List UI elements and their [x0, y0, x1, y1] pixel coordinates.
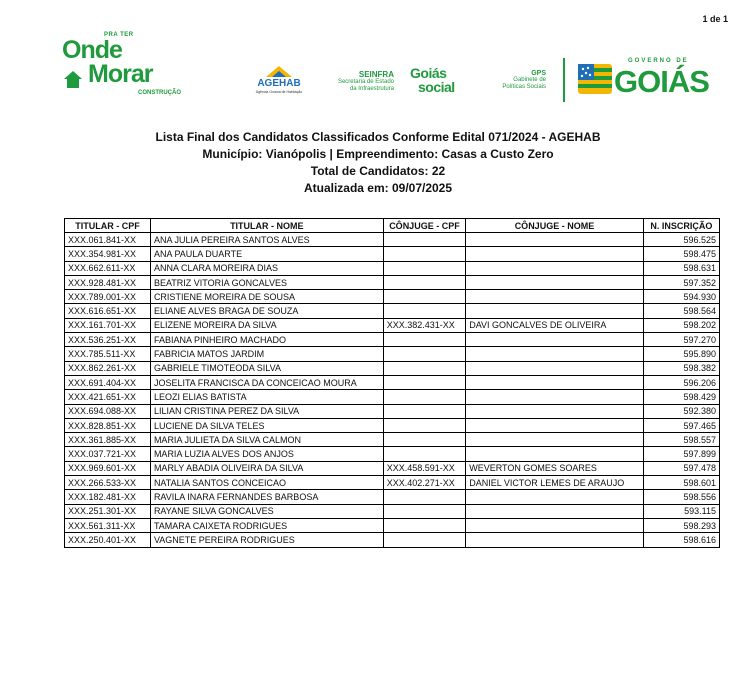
cell-titular-nome: MARIA JULIETA DA SILVA CALMON: [150, 433, 383, 447]
onde-morar-logo-top: PRA TER: [104, 32, 134, 38]
cell-conjuge-nome: [466, 347, 643, 361]
table-row: [65, 433, 720, 447]
cell-titular-nome: LILIAN CRISTINA PEREZ DA SILVA: [150, 404, 383, 418]
cell-inscricao: 597.352: [643, 275, 719, 289]
cell-conjuge-nome: [466, 404, 643, 418]
cell-conjuge-cpf: [383, 518, 466, 532]
cell-titular-nome: LUCIENE DA SILVA TELES: [150, 418, 383, 432]
cell-conjuge-nome: [466, 333, 643, 347]
table-row: [65, 375, 720, 389]
cell-conjuge-nome: [466, 490, 643, 504]
title-line-2: Município: Vianópolis | Empreendimento: Casas a Custo Zero: [202, 147, 554, 161]
cell-conjuge-nome: [466, 233, 643, 247]
cell-inscricao: 597.899: [643, 447, 719, 461]
cell-conjuge-cpf: XXX.402.271-XX: [383, 476, 466, 490]
cell-conjuge-cpf: [383, 290, 466, 304]
agehab-logo: [250, 64, 308, 102]
cell-titular-cpf: XXX.266.533-XX: [65, 476, 151, 490]
cell-conjuge-nome: [466, 518, 643, 532]
cell-titular-cpf: XXX.662.611-XX: [65, 261, 151, 275]
cell-conjuge-cpf: [383, 375, 466, 389]
logo-divider: [563, 58, 565, 102]
title-line-1: Lista Final dos Candidatos Classificados Conforme Edital 071/2024 - AGEHAB: [155, 130, 601, 144]
cell-titular-cpf: XXX.928.481-XX: [65, 275, 151, 289]
cell-inscricao: 598.616: [643, 533, 719, 547]
cell-titular-cpf: XXX.361.885-XX: [65, 433, 151, 447]
onde-morar-logo-line2: Morar: [88, 60, 153, 88]
goias-flag-icon: [578, 64, 612, 94]
cell-inscricao: 595.890: [643, 347, 719, 361]
cell-conjuge-nome: [466, 418, 643, 432]
cell-conjuge-nome: [466, 533, 643, 547]
cell-conjuge-nome: [466, 261, 643, 275]
cell-conjuge-nome: [466, 504, 643, 518]
cell-conjuge-cpf: XXX.458.591-XX: [383, 461, 466, 475]
cell-titular-nome: MARLY ABADIA OLIVEIRA DA SILVA: [150, 461, 383, 475]
cell-titular-nome: VAGNETE PEREIRA RODRIGUES: [150, 533, 383, 547]
cell-conjuge-cpf: [383, 247, 466, 261]
cell-conjuge-nome: [466, 304, 643, 318]
cell-conjuge-cpf: [383, 490, 466, 504]
cell-inscricao: 598.631: [643, 261, 719, 275]
gps-logo-name: GPS: [531, 70, 546, 77]
title-line-4: Atualizada em: 09/07/2025: [303, 181, 453, 195]
onde-morar-logo: [60, 32, 190, 102]
cell-conjuge-cpf: [383, 533, 466, 547]
cell-conjuge-nome: [466, 390, 643, 404]
cell-conjuge-cpf: [383, 418, 466, 432]
cell-titular-nome: JOSELITA FRANCISCA DA CONCEICAO MOURA: [150, 375, 383, 389]
header-conjuge-cpf: CÔNJUGE - CPF: [383, 219, 466, 233]
table-row: [65, 333, 720, 347]
cell-inscricao: 594.930: [643, 290, 719, 304]
table-row: [65, 318, 720, 332]
cell-inscricao: 593.115: [643, 504, 719, 518]
onde-morar-logo-sub: CONSTRUÇÃO: [138, 90, 181, 96]
cell-conjuge-cpf: [383, 361, 466, 375]
seinfra-logo-line1: Secretaria de Estado: [337, 79, 394, 85]
gps-logo: [484, 70, 546, 91]
gps-logo-line1: Gabinete de: [513, 77, 546, 83]
cell-titular-cpf: XXX.421.651-XX: [65, 390, 151, 404]
cell-conjuge-nome: DAVI GONCALVES DE OLIVEIRA: [466, 318, 643, 332]
candidates-table: [64, 218, 720, 548]
cell-inscricao: 598.556: [643, 490, 719, 504]
cell-conjuge-cpf: [383, 504, 466, 518]
cell-conjuge-cpf: [383, 347, 466, 361]
cell-titular-cpf: XXX.828.851-XX: [65, 418, 151, 432]
header-conjuge-nome: CÔNJUGE - NOME: [466, 219, 643, 233]
table-row: [65, 504, 720, 518]
cell-conjuge-cpf: XXX.382.431-XX: [383, 318, 466, 332]
cell-titular-cpf: XXX.037.721-XX: [65, 447, 151, 461]
cell-conjuge-nome: [466, 247, 643, 261]
cell-conjuge-cpf: [383, 275, 466, 289]
cell-conjuge-nome: [466, 361, 643, 375]
table-row: [65, 233, 720, 247]
cell-conjuge-cpf: [383, 447, 466, 461]
cell-titular-cpf: XXX.616.651-XX: [65, 304, 151, 318]
cell-titular-cpf: XXX.789.001-XX: [65, 290, 151, 304]
cell-titular-cpf: XXX.969.601-XX: [65, 461, 151, 475]
cell-titular-cpf: XXX.561.311-XX: [65, 518, 151, 532]
cell-inscricao: 598.564: [643, 304, 719, 318]
cell-conjuge-nome: [466, 433, 643, 447]
cell-inscricao: 596.206: [643, 375, 719, 389]
cell-titular-cpf: XXX.251.301-XX: [65, 504, 151, 518]
cell-inscricao: 598.382: [643, 361, 719, 375]
cell-titular-nome: CRISTIENE MOREIRA DE SOUSA: [150, 290, 383, 304]
goias-social-logo: [410, 66, 476, 94]
agehab-logo-sub: Agência Goiana de Habitação: [255, 90, 303, 94]
cell-conjuge-cpf: [383, 304, 466, 318]
cell-titular-cpf: XXX.694.088-XX: [65, 404, 151, 418]
cell-titular-nome: ANNA CLARA MOREIRA DIAS: [150, 261, 383, 275]
cell-titular-nome: MARIA LUZIA ALVES DOS ANJOS: [150, 447, 383, 461]
cell-titular-nome: RAVILA INARA FERNANDES BARBOSA: [150, 490, 383, 504]
cell-titular-cpf: XXX.354.981-XX: [65, 247, 151, 261]
cell-conjuge-cpf: [383, 404, 466, 418]
house-icon: [62, 68, 84, 90]
agehab-logo-name: AGEHAB: [257, 78, 301, 89]
table-header-row: [65, 219, 720, 233]
table-row: [65, 261, 720, 275]
table-row: [65, 275, 720, 289]
header-titular-nome: TITULAR - NOME: [150, 219, 383, 233]
goias-wordmark: GOIÁS: [614, 64, 709, 99]
cell-titular-cpf: XXX.061.841-XX: [65, 233, 151, 247]
table-row: [65, 418, 720, 432]
seinfra-logo-line2: da Infraestrutura: [349, 86, 394, 92]
cell-inscricao: 598.202: [643, 318, 719, 332]
cell-conjuge-nome: [466, 290, 643, 304]
cell-titular-nome: NATALIA SANTOS CONCEICAO: [150, 476, 383, 490]
table-row: [65, 461, 720, 475]
cell-conjuge-nome: WEVERTON GOMES SOARES: [466, 461, 643, 475]
title-line-3: Total de Candidatos: 22: [310, 164, 446, 178]
cell-conjuge-cpf: [383, 261, 466, 275]
cell-titular-cpf: XXX.182.481-XX: [65, 490, 151, 504]
cell-inscricao: 598.293: [643, 518, 719, 532]
table-row: [65, 247, 720, 261]
table-row: [65, 404, 720, 418]
cell-conjuge-nome: [466, 447, 643, 461]
cell-conjuge-cpf: [383, 233, 466, 247]
cell-inscricao: 598.475: [643, 247, 719, 261]
cell-inscricao: 597.478: [643, 461, 719, 475]
cell-titular-cpf: XXX.862.261-XX: [65, 361, 151, 375]
table-row: [65, 490, 720, 504]
table-row: [65, 290, 720, 304]
table-row: [65, 390, 720, 404]
table-row: [65, 533, 720, 547]
cell-conjuge-nome: [466, 275, 643, 289]
goias-social-logo-line1: Goiás: [410, 65, 447, 81]
cell-titular-nome: ANA PAULA DUARTE: [150, 247, 383, 261]
cell-conjuge-cpf: [383, 333, 466, 347]
table-row: [65, 347, 720, 361]
cell-titular-cpf: XXX.785.511-XX: [65, 347, 151, 361]
cell-inscricao: 597.270: [643, 333, 719, 347]
cell-titular-nome: FABRICIA MATOS JARDIM: [150, 347, 383, 361]
table-row: [65, 447, 720, 461]
page-number: 1 de 1: [702, 14, 728, 24]
cell-conjuge-nome: DANIEL VICTOR LEMES DE ARAUJO: [466, 476, 643, 490]
gps-logo-line2: Políticas Sociais: [502, 84, 546, 90]
table-row: [65, 518, 720, 532]
table-row: [65, 304, 720, 318]
cell-titular-nome: TAMARA CAIXETA RODRIGUES: [150, 518, 383, 532]
header-inscricao: N. INSCRIÇÃO: [643, 219, 719, 233]
goias-social-logo-line2: social: [418, 79, 455, 95]
cell-inscricao: 597.465: [643, 418, 719, 432]
cell-titular-nome: GABRIELE TIMOTEODA SILVA: [150, 361, 383, 375]
governo-goias-logo: [578, 58, 728, 102]
governo-label: GOVERNO DE: [628, 58, 689, 64]
cell-conjuge-nome: [466, 375, 643, 389]
cell-titular-cpf: XXX.161.701-XX: [65, 318, 151, 332]
roof-icon: [264, 64, 294, 78]
cell-conjuge-cpf: [383, 433, 466, 447]
seinfra-logo: [320, 70, 394, 93]
cell-titular-cpf: XXX.691.404-XX: [65, 375, 151, 389]
cell-inscricao: 598.557: [643, 433, 719, 447]
cell-titular-nome: LEOZI ELIAS BATISTA: [150, 390, 383, 404]
cell-titular-nome: ELIANE ALVES BRAGA DE SOUZA: [150, 304, 383, 318]
cell-titular-cpf: XXX.536.251-XX: [65, 333, 151, 347]
cell-inscricao: 596.525: [643, 233, 719, 247]
cell-inscricao: 598.601: [643, 476, 719, 490]
cell-inscricao: 598.429: [643, 390, 719, 404]
table-row: [65, 476, 720, 490]
cell-inscricao: 592.380: [643, 404, 719, 418]
header-titular-cpf: TITULAR - CPF: [65, 219, 151, 233]
table-row: [65, 361, 720, 375]
cell-titular-nome: FABIANA PINHEIRO MACHADO: [150, 333, 383, 347]
cell-titular-nome: BEATRIZ VITORIA GONCALVES: [150, 275, 383, 289]
cell-titular-nome: ELIZENE MOREIRA DA SILVA: [150, 318, 383, 332]
seinfra-logo-name: SEINFRA: [358, 70, 394, 79]
document-title: [0, 129, 756, 197]
cell-conjuge-cpf: [383, 390, 466, 404]
cell-titular-nome: ANA JULIA PEREIRA SANTOS ALVES: [150, 233, 383, 247]
onde-morar-logo-line1: Onde: [62, 36, 122, 64]
cell-titular-cpf: XXX.250.401-XX: [65, 533, 151, 547]
cell-titular-nome: RAYANE SILVA GONCALVES: [150, 504, 383, 518]
